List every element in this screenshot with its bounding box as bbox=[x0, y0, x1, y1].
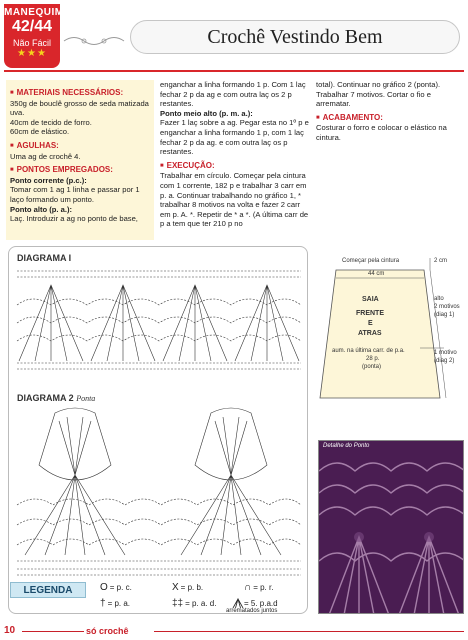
crochet-diagram-panel bbox=[8, 246, 308, 614]
schematic-motivos: 2 motivos bbox=[434, 304, 460, 310]
size-badge bbox=[4, 4, 64, 68]
single-crochet-symbol-icon: X bbox=[172, 582, 179, 593]
page-footer bbox=[0, 622, 468, 640]
badge-label: MANEQUIM bbox=[4, 7, 64, 18]
execution-text: Trabalhar em círculo. Começar pela cintura com 1 corrente, 182 p e trabalhar 3 carr em p. a. Continuar trabalhando no gráfico 1, * trabalhar 8 motivos na volta e fazer 2 carr em p. A. *. Repetir de * a *. (A última carr de p a tem que ter 210 p no bbox=[160, 171, 309, 229]
chain-symbol-icon: O bbox=[100, 582, 108, 593]
materials-text: 350g de bouclê grosso de seda matizada uva. bbox=[10, 98, 149, 118]
finishing-text: Costurar o forro e colocar o elástico na cintura. bbox=[316, 123, 447, 142]
schematic-aum-3: (ponta) bbox=[362, 364, 382, 370]
diagram2-chart bbox=[15, 405, 303, 577]
stitch-detail-photo bbox=[318, 440, 464, 614]
finishing-heading: ■ ACABAMENTO: bbox=[316, 113, 464, 124]
diagram2-title bbox=[17, 393, 95, 403]
page-title: Crochê Vestindo Bem bbox=[130, 20, 460, 54]
stitch-name: Ponto meio alto (p. m. a.): bbox=[160, 108, 253, 118]
legend-chain-text: = p. c. bbox=[109, 583, 132, 592]
schematic-top-label: Começar pela cintura bbox=[342, 258, 400, 264]
skirt-schematic bbox=[316, 248, 464, 430]
page-number: 10 bbox=[4, 625, 16, 636]
schematic-center-2: FRENTE bbox=[356, 310, 384, 317]
legend-double-decrease bbox=[172, 598, 216, 609]
diagram2-note: Ponta bbox=[76, 394, 96, 403]
header-ornament-icon bbox=[62, 34, 130, 48]
schematic-one-motif: 1 motivo bbox=[434, 350, 457, 356]
legend-single bbox=[172, 582, 203, 593]
schematic-shape bbox=[316, 248, 464, 430]
difficulty-stars-icon: ★★★ bbox=[17, 48, 47, 59]
stitch-text: enganchar a linha formando 1 p. Com 1 laç fechar 2 p da ag e com outra laç os 2 p restantes. bbox=[160, 80, 306, 109]
schematic-aum-2: 28 p. bbox=[366, 356, 380, 362]
badge-size: 42/44 bbox=[11, 18, 53, 35]
diagram2-title-text: DIAGRAMA 2 bbox=[17, 393, 74, 403]
materials-panel bbox=[6, 80, 154, 240]
legend-cluster bbox=[232, 598, 278, 608]
legend-single-text: = p. b. bbox=[180, 583, 204, 592]
photo-caption: Detalhe do Ponto bbox=[323, 443, 370, 449]
stitch-text: Laç. Introduzir a ag no ponto de base, bbox=[10, 214, 138, 224]
legend-chain bbox=[100, 582, 132, 593]
legend-double-decrease-text: = p. a. d. bbox=[185, 599, 217, 608]
instructions-column bbox=[160, 80, 310, 229]
legend-title: LEGENDA bbox=[10, 582, 86, 598]
legend bbox=[8, 578, 308, 616]
reverse-symbol-icon: ∩ bbox=[244, 582, 252, 593]
stitches-heading: ■ PONTOS EMPREGADOS: bbox=[10, 165, 150, 176]
execution-text: total). Continuar no gráfico 2 (ponta). Trabalhar 7 motivos. Cortar o fio e arrematar. bbox=[316, 80, 441, 109]
double-decrease-symbol-icon: ‡‡ bbox=[172, 598, 184, 609]
double-crochet-symbol-icon: † bbox=[100, 598, 106, 609]
schematic-alto: alto bbox=[434, 296, 444, 302]
footer-rule bbox=[154, 631, 464, 632]
stitch-text: Fazer 1 laç sobre a ag. Pegar esta no 1º p e enganchar a linha formando 1 p, com 1 laç fechar 2 p da ag. e com outra laç os p restantes. bbox=[160, 118, 309, 157]
legend-reverse-text: = p. r. bbox=[253, 583, 274, 592]
badge-difficulty: Não Fácil bbox=[12, 38, 51, 48]
schematic-center-3: E bbox=[368, 320, 373, 327]
diagram1-chart bbox=[15, 265, 303, 375]
materials-text: 40cm de tecido de forro. bbox=[10, 117, 92, 127]
header-divider bbox=[4, 70, 464, 72]
crochet-texture-image bbox=[319, 441, 464, 614]
cluster-symbol-icon bbox=[232, 598, 244, 608]
execution-heading: ■ EXECUÇÃO: bbox=[160, 161, 310, 172]
legend-cluster-note: arrematados juntos bbox=[226, 608, 278, 614]
finishing-column bbox=[316, 80, 464, 143]
stitch-name: Ponto alto (p. a.): bbox=[10, 204, 73, 214]
stitch-text: Tomar com 1 ag 1 linha e passar por 1 laço formando um ponto. bbox=[10, 185, 140, 204]
diagram1-title: DIAGRAMA I bbox=[17, 253, 72, 263]
materials-heading: ■ MATERIAIS NECESSÁRIOS: bbox=[10, 88, 150, 99]
materials-text: 60cm de elástico. bbox=[10, 127, 70, 137]
legend-double-text: = p. a. bbox=[107, 599, 131, 608]
schematic-center-4: ATRAS bbox=[358, 330, 382, 337]
needles-text: Uma ag de crochê 4. bbox=[10, 151, 81, 161]
schematic-center-1: SAIA bbox=[362, 296, 379, 303]
stitch-name: Ponto corrente (p.c.): bbox=[10, 175, 87, 185]
footer-rule bbox=[22, 631, 84, 632]
schematic-waist-height: 2 cm bbox=[434, 258, 448, 264]
legend-reverse bbox=[244, 582, 273, 593]
schematic-diag2: (diag 2) bbox=[434, 358, 455, 364]
schematic-aum-1: aum. na última carr. de p.a. bbox=[332, 348, 405, 354]
legend-double bbox=[100, 598, 130, 609]
schematic-diag1: (diag 1) bbox=[434, 312, 455, 318]
magazine-brand: só crochê bbox=[86, 626, 129, 636]
legend-cluster-text: = 5. p.a.d bbox=[244, 598, 278, 608]
needles-heading: ■ AGULHAS: bbox=[10, 141, 150, 152]
schematic-width: 44 cm bbox=[368, 271, 385, 277]
